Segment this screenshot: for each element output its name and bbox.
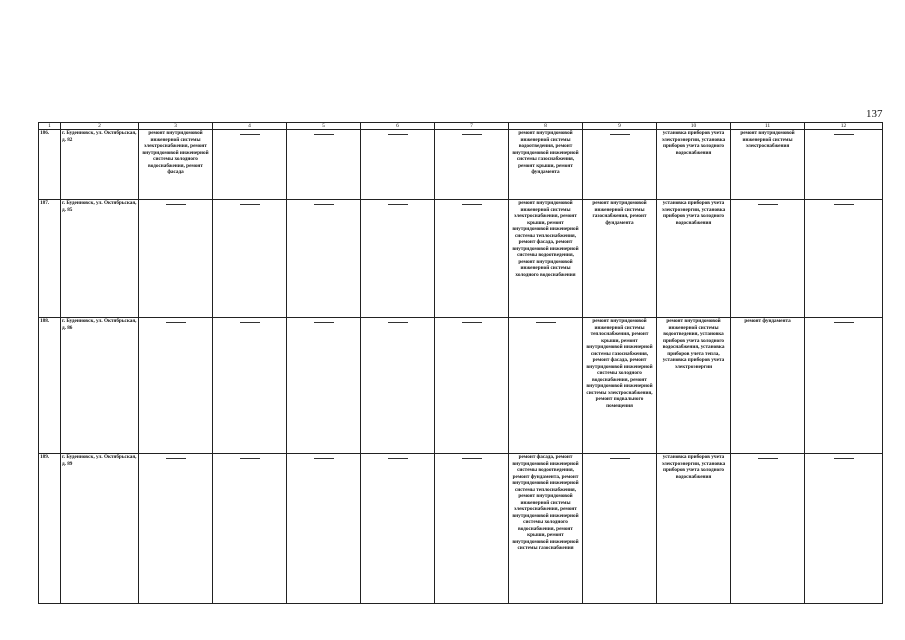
column-header: 8 [509, 123, 583, 130]
row-number: 188. [39, 318, 61, 454]
dash-mark [388, 134, 408, 135]
dash-mark [240, 204, 260, 205]
dash-mark [610, 458, 630, 459]
empty-cell [287, 200, 361, 318]
work-cell: ремонт фундамента [731, 318, 805, 454]
empty-cell [139, 318, 213, 454]
empty-cell [361, 200, 435, 318]
dash-mark [462, 204, 482, 205]
empty-cell [213, 454, 287, 604]
dash-mark [462, 322, 482, 323]
empty-cell [805, 318, 883, 454]
work-cell: ремонт внутридомовой инженерной системы теплоснабжения, ремонт крыши, ремонт внутридомовой инженерной системы газоснабжения, ремонт фасада, ремонт внутридомовой инженерной системы холодного водоснабжения, ремонт внутридомовой инженерной системы электроснабжения, ремонт подвального помещения [583, 318, 657, 454]
empty-cell [139, 200, 213, 318]
column-header: 6 [361, 123, 435, 130]
table-row [39, 200, 883, 318]
column-header: 1 [39, 123, 61, 130]
dash-mark [834, 134, 854, 135]
dash-mark [314, 204, 334, 205]
work-cell: ремонт внутридомовой инженерной системы газоснабжения, ремонт фундамента [583, 200, 657, 318]
dash-mark [240, 134, 260, 135]
column-header: 5 [287, 123, 361, 130]
work-cell: ремонт внутридомовой инженерной системы электроснабжения [731, 130, 805, 200]
empty-cell [435, 454, 509, 604]
table-row [39, 454, 883, 604]
dash-mark [536, 322, 556, 323]
dash-mark [166, 458, 186, 459]
dash-mark [834, 204, 854, 205]
column-header: 4 [213, 123, 287, 130]
empty-cell [583, 454, 657, 604]
table-row [39, 318, 883, 454]
column-header: 7 [435, 123, 509, 130]
empty-cell [361, 454, 435, 604]
empty-cell [139, 454, 213, 604]
work-cell: установка приборов учета электроэнергии, установка приборов учета холодного водоснабжения [657, 200, 731, 318]
work-cell: ремонт фасада, ремонт внутридомовой инженерной системы водоотведения, ремонт фундамента, ремонт внутридомовой инженерной системы теплоснабжения, ремонт внутридомовой инженерной системы электроснабжения, ремонт внутридомовой инженерной системы холодного водоснабжения, ремонт крыши, ремонт внутридомовой инженерной системы газоснабжения [509, 454, 583, 604]
dash-mark [240, 322, 260, 323]
dash-mark [388, 322, 408, 323]
dash-mark [166, 322, 186, 323]
empty-cell [509, 318, 583, 454]
empty-cell [805, 130, 883, 200]
work-cell: установка приборов учета электроэнергии, установка приборов учета холодного водоснабжения [657, 454, 731, 604]
works-table [38, 122, 883, 604]
empty-cell [361, 130, 435, 200]
dash-mark [834, 322, 854, 323]
empty-cell [361, 318, 435, 454]
dash-mark [314, 134, 334, 135]
empty-cell [287, 454, 361, 604]
empty-cell [805, 200, 883, 318]
column-header: 9 [583, 123, 657, 130]
column-number-row [39, 123, 883, 130]
dash-mark [314, 322, 334, 323]
column-header: 12 [805, 123, 883, 130]
dash-mark [462, 134, 482, 135]
empty-cell [287, 130, 361, 200]
empty-cell [583, 130, 657, 200]
column-header: 10 [657, 123, 731, 130]
table-row [39, 130, 883, 200]
work-cell: ремонт внутридомовой инженерной системы электроснабжения, ремонт внутридомовой инженерной системы холодного водоснабжения, ремонт фасада [139, 130, 213, 200]
work-cell: ремонт внутридомовой инженерной системы водоотведения, установка приборов учета холодного водоснабжения, установка приборов учета тепла, установка приборов учета электроэнергии [657, 318, 731, 454]
row-address: г. Буденновск, ул. Октябрьская, д. 85 [61, 200, 139, 318]
work-cell: установка приборов учета электроэнергии, установка приборов учета холодного водоснабжения [657, 130, 731, 200]
row-number: 186. [39, 130, 61, 200]
dash-mark [240, 458, 260, 459]
dash-mark [166, 204, 186, 205]
row-address: г. Буденновск, ул. Октябрьская, д. 82 [61, 130, 139, 200]
empty-cell [435, 130, 509, 200]
dash-mark [388, 458, 408, 459]
empty-cell [435, 318, 509, 454]
empty-cell [731, 200, 805, 318]
empty-cell [213, 130, 287, 200]
dash-mark [834, 458, 854, 459]
row-address: г. Буденновск, ул. Октябрьская, д. 86 [61, 318, 139, 454]
row-number: 187. [39, 200, 61, 318]
empty-cell [731, 454, 805, 604]
dash-mark [314, 458, 334, 459]
empty-cell [805, 454, 883, 604]
dash-mark [610, 134, 630, 135]
row-address: г. Буденновск, ул. Октябрьская, д. 89 [61, 454, 139, 604]
dash-mark [758, 204, 778, 205]
dash-mark [462, 458, 482, 459]
column-header: 3 [139, 123, 213, 130]
empty-cell [213, 318, 287, 454]
empty-cell [435, 200, 509, 318]
row-number: 189. [39, 454, 61, 604]
empty-cell [287, 318, 361, 454]
column-header: 11 [731, 123, 805, 130]
empty-cell [213, 200, 287, 318]
page-number: 137 [866, 108, 883, 120]
dash-mark [388, 204, 408, 205]
work-cell: ремонт внутридомовой инженерной системы электроснабжения, ремонт крыши, ремонт внутридомовой инженерной системы теплоснабжения, ремонт фасада, ремонт внутридомовой инженерной системы водоотведения, ремонт внутридомовой инженерной системы холодного водоснабжения [509, 200, 583, 318]
dash-mark [758, 458, 778, 459]
column-header: 2 [61, 123, 139, 130]
work-cell: ремонт внутридомовой инженерной системы водоотведения, ремонт внутридомовой инженерной системы газоснабжения, ремонт крыши, ремонт фундамента [509, 130, 583, 200]
